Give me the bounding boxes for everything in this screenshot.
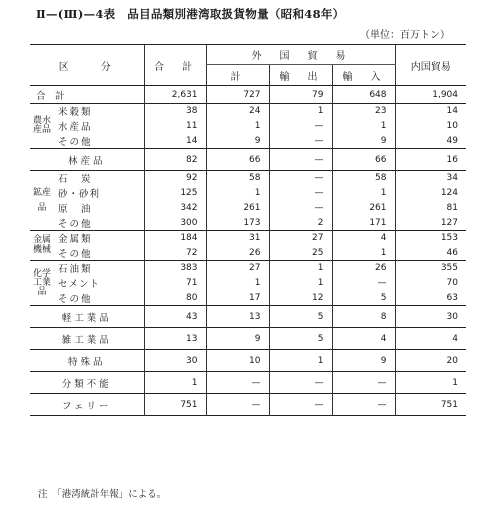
table-row xyxy=(30,291,466,306)
row-label: 合 計 xyxy=(36,90,65,102)
cell-total: 300 xyxy=(144,216,206,231)
cell-total: 11 xyxy=(144,119,206,134)
table-row xyxy=(30,149,466,171)
cell-foreign: 9 xyxy=(206,328,269,350)
row-label: 特殊品 xyxy=(67,356,106,368)
cell-import: 66 xyxy=(332,149,395,171)
cell-total: 38 xyxy=(144,104,206,119)
row-label: 金属類 xyxy=(58,234,93,246)
cell-total: 80 xyxy=(144,291,206,306)
cell-import: 8 xyxy=(332,306,395,328)
table-row xyxy=(30,394,466,416)
cell-total: 82 xyxy=(144,149,206,171)
cell-total: 383 xyxy=(144,261,206,276)
cell-domestic: 127 xyxy=(395,216,466,231)
cell-import: 4 xyxy=(332,231,395,246)
cell-total: 71 xyxy=(144,276,206,291)
cell-foreign: 13 xyxy=(206,306,269,328)
row-label: 砂・砂利 xyxy=(58,189,101,200)
cell-export: — xyxy=(269,171,332,186)
cell-import: 261 xyxy=(332,201,395,216)
cell-export: 5 xyxy=(269,328,332,350)
cell-domestic: 49 xyxy=(395,134,466,149)
cell-export: 1 xyxy=(269,261,332,276)
table-row xyxy=(30,104,466,119)
cell-import: 648 xyxy=(332,86,395,104)
row-label: その他 xyxy=(58,136,93,148)
row-label: その他 xyxy=(58,218,93,230)
cell-import: 1 xyxy=(332,246,395,261)
cell-foreign: 27 xyxy=(206,261,269,276)
cell-import: 1 xyxy=(332,186,395,201)
header-foreign-trade: 外 国 貿 易 xyxy=(206,45,395,65)
row-label: 米穀類 xyxy=(58,107,93,119)
cell-domestic: 1 xyxy=(395,372,466,394)
cell-import: 23 xyxy=(332,104,395,119)
cell-foreign: 31 xyxy=(206,231,269,246)
table-row xyxy=(30,119,466,134)
table-row xyxy=(30,276,466,291)
cell-import: 9 xyxy=(332,350,395,372)
cell-import: 26 xyxy=(332,261,395,276)
row-label: 水産品 xyxy=(58,122,93,133)
row-label: 軽工業品 xyxy=(61,312,112,324)
header-imports: 輸 入 xyxy=(332,65,395,86)
table-row xyxy=(30,216,466,231)
cell-foreign: 17 xyxy=(206,291,269,306)
cell-domestic: 70 xyxy=(395,276,466,291)
row-label: 原 油 xyxy=(58,204,93,215)
row-label: 分類不能 xyxy=(61,378,112,390)
cell-export: 25 xyxy=(269,246,332,261)
cell-export: — xyxy=(269,201,332,216)
table-title: Ⅱ—(Ⅲ)—4表 品目品類別港湾取扱貨物量（昭和48年） xyxy=(36,7,345,21)
header-foreign-total: 計 xyxy=(206,65,269,86)
cell-domestic: 46 xyxy=(395,246,466,261)
cell-import: 5 xyxy=(332,291,395,306)
cell-foreign: 173 xyxy=(206,216,269,231)
cell-domestic: 355 xyxy=(395,261,466,276)
cell-export: 27 xyxy=(269,231,332,246)
cell-foreign: 261 xyxy=(206,201,269,216)
cell-export: — xyxy=(269,134,332,149)
header-domestic: 内国貿易 xyxy=(395,45,466,86)
cell-foreign: 1 xyxy=(206,119,269,134)
cell-total: 125 xyxy=(144,186,206,201)
group-chem: 化学工業品 xyxy=(33,268,52,297)
cell-export: — xyxy=(269,119,332,134)
unit-label: （単位：百万トン） xyxy=(360,30,450,41)
cell-foreign: — xyxy=(206,372,269,394)
cell-export: — xyxy=(269,186,332,201)
cell-domestic: 20 xyxy=(395,350,466,372)
cell-import: 4 xyxy=(332,328,395,350)
cell-domestic: 153 xyxy=(395,231,466,246)
cell-total: 92 xyxy=(144,171,206,186)
cell-export: — xyxy=(269,372,332,394)
cell-domestic: 16 xyxy=(395,149,466,171)
group-agri: 農水産品 xyxy=(33,115,52,135)
cell-total: 342 xyxy=(144,201,206,216)
header-total: 合 計 xyxy=(144,45,206,86)
cell-domestic: 124 xyxy=(395,186,466,201)
cell-total: 14 xyxy=(144,134,206,149)
row-grand-total xyxy=(30,86,466,104)
cell-foreign: 9 xyxy=(206,134,269,149)
table-row xyxy=(30,328,466,350)
cell-import: 58 xyxy=(332,171,395,186)
cell-foreign: 66 xyxy=(206,149,269,171)
cell-export: 79 xyxy=(269,86,332,104)
row-label: セメント xyxy=(58,279,101,290)
table-row xyxy=(30,261,466,276)
cell-total: 13 xyxy=(144,328,206,350)
cell-foreign: 24 xyxy=(206,104,269,119)
cell-foreign: 1 xyxy=(206,276,269,291)
cell-import: 1 xyxy=(332,119,395,134)
cell-domestic: 4 xyxy=(395,328,466,350)
cell-export: — xyxy=(269,394,332,416)
cell-foreign: 26 xyxy=(206,246,269,261)
cell-export: 5 xyxy=(269,306,332,328)
cell-foreign: — xyxy=(206,394,269,416)
table-row xyxy=(30,231,466,246)
cell-export: 1 xyxy=(269,350,332,372)
cell-domestic: 14 xyxy=(395,104,466,119)
row-label: その他 xyxy=(58,293,93,305)
cell-total: 30 xyxy=(144,350,206,372)
row-label: 石油類 xyxy=(58,264,93,276)
cell-total: 184 xyxy=(144,231,206,246)
group-metal: 金属機械 xyxy=(33,235,52,255)
row-label: その他 xyxy=(58,248,93,260)
footnote: 注 「港湾統計年報」による。 xyxy=(38,489,167,500)
cell-foreign: 10 xyxy=(206,350,269,372)
cell-import: — xyxy=(332,276,395,291)
cell-export: 2 xyxy=(269,216,332,231)
cell-foreign: 58 xyxy=(206,171,269,186)
table-row xyxy=(30,134,466,149)
cell-export: 1 xyxy=(269,276,332,291)
row-label: 林産品 xyxy=(67,155,106,167)
cell-foreign: 1 xyxy=(206,186,269,201)
cell-total: 1 xyxy=(144,372,206,394)
cell-export: — xyxy=(269,149,332,171)
table-row xyxy=(30,201,466,216)
cell-foreign: 727 xyxy=(206,86,269,104)
table-row xyxy=(30,246,466,261)
table-row xyxy=(30,171,466,186)
cell-domestic: 10 xyxy=(395,119,466,134)
cell-domestic: 34 xyxy=(395,171,466,186)
header-category: 区 分 xyxy=(30,45,144,86)
cell-import: — xyxy=(332,394,395,416)
cell-domestic: 30 xyxy=(395,306,466,328)
row-label: 雑工業品 xyxy=(61,334,112,346)
cell-domestic: 63 xyxy=(395,291,466,306)
group-mineral: 鉱産品 xyxy=(33,188,52,213)
cargo-table xyxy=(30,44,466,416)
row-label: フェリー xyxy=(61,400,112,412)
table-row xyxy=(30,186,466,201)
cell-total: 72 xyxy=(144,246,206,261)
row-label: 石 炭 xyxy=(58,174,93,186)
cell-export: 12 xyxy=(269,291,332,306)
table-row xyxy=(30,306,466,328)
cell-total: 2,631 xyxy=(144,86,206,104)
cell-import: — xyxy=(332,372,395,394)
cell-total: 43 xyxy=(144,306,206,328)
cell-domestic: 751 xyxy=(395,394,466,416)
header-row-1 xyxy=(30,45,466,65)
cell-total: 751 xyxy=(144,394,206,416)
cell-export: 1 xyxy=(269,104,332,119)
cell-domestic: 81 xyxy=(395,201,466,216)
cell-import: 9 xyxy=(332,134,395,149)
header-exports: 輸 出 xyxy=(269,65,332,86)
table-row xyxy=(30,350,466,372)
cell-domestic: 1,904 xyxy=(395,86,466,104)
table-row xyxy=(30,372,466,394)
cell-import: 171 xyxy=(332,216,395,231)
